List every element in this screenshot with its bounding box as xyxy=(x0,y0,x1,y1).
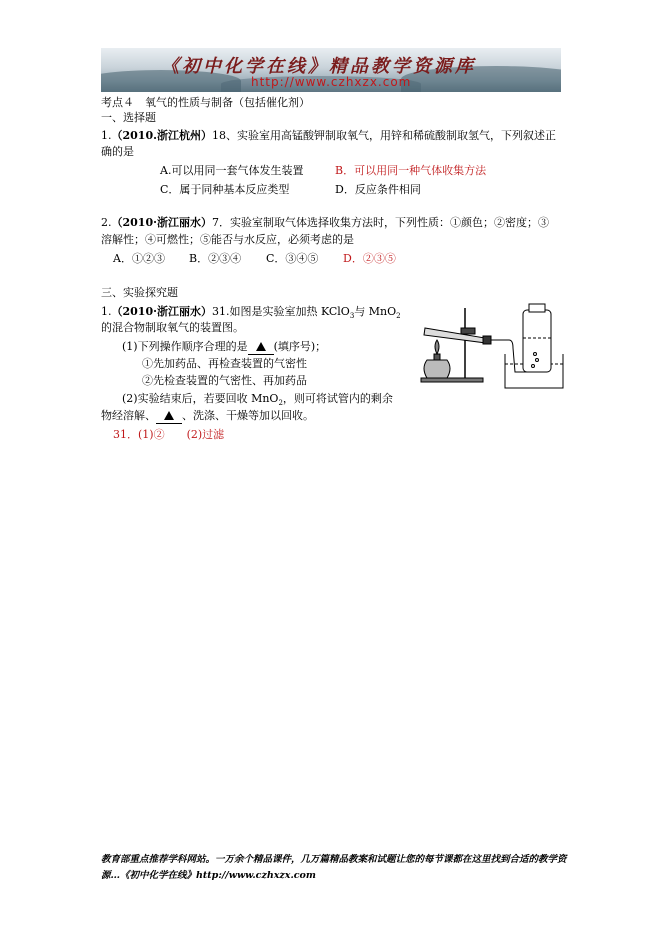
q3-part-2-text: (2)实验结束后，若要回收 MnO xyxy=(122,392,279,405)
question-number: 1. xyxy=(101,305,112,318)
question-2-line-2: 溶解性；④可燃性；⑤能否与水反应，必须考虑的是 xyxy=(101,233,354,246)
q2-option-c: C．③④⑤ xyxy=(266,252,319,265)
q3-part-2-text-end: ，则可将试管内的剩余 xyxy=(282,392,393,405)
clamp xyxy=(461,328,475,334)
triangle-icon xyxy=(256,342,266,351)
question-text: 18、实验室用高锰酸钾制取氧气，用锌和稀硫酸制取氢气，下列叙述正 xyxy=(211,129,556,142)
bottle-neck xyxy=(529,304,545,312)
q2-option-a: A．①②③ xyxy=(113,252,165,265)
q1-option-d: D．反应条件相同 xyxy=(335,183,421,196)
alcohol-lamp xyxy=(424,360,450,378)
collection-bottle xyxy=(523,310,551,372)
q1-option-a: A.可以用同一套气体发生装置 xyxy=(160,164,304,177)
subscript: 3 xyxy=(349,312,355,321)
q3-part-1-text: (1)下列操作顺序合理的是 xyxy=(122,340,248,353)
triangle-icon xyxy=(164,411,174,420)
stopper xyxy=(483,336,491,344)
question-2-line-1 xyxy=(101,216,549,230)
stand-base xyxy=(421,378,483,382)
q1-option-c: C．属于同种基本反应类型 xyxy=(160,183,290,196)
banner-title: 《初中化学在线》精品教学资源库 xyxy=(161,56,476,77)
q3-part-2-line-2-text: 物经溶解、 xyxy=(101,409,156,422)
topic-header: 考点４ 氧气的性质与制备（包括催化剂） xyxy=(101,96,310,109)
question-source: （2010·浙江丽水） xyxy=(111,305,212,318)
question-source: （2010.浙江杭州） xyxy=(111,129,212,142)
section-heading-choice: 一、选择题 xyxy=(101,111,156,124)
subscript: 2 xyxy=(396,312,401,321)
test-tube xyxy=(424,328,486,343)
banner-url: http://www.czhxzx.com xyxy=(251,75,412,89)
header-banner xyxy=(101,48,561,92)
page-footer: 教育部重点推荐学科网站。一万余个精品课件，几万篇精品教案和试题让您的每节课都在这里找到合适的教学资源…《初中化学在线》http://www.czhxzx.com xyxy=(101,854,567,881)
subscript: 2 xyxy=(278,399,283,408)
q3-part-1 xyxy=(122,340,326,355)
section-heading-experiment: 三、实验探究题 xyxy=(101,286,178,299)
apparatus-diagram xyxy=(405,298,565,394)
question-source: （2010·浙江丽水） xyxy=(111,216,212,229)
question-number: 1. xyxy=(101,129,112,142)
q3-part-1-text-end: (填序号)； xyxy=(273,340,327,353)
q3-part-2-line-1 xyxy=(122,392,393,410)
question-text: 7．实验室制取气体选择收集方法时，下列性质：①颜色；②密度；③ xyxy=(211,216,549,229)
answer-blank xyxy=(156,409,182,424)
question-1-line-2: 确的是 xyxy=(101,145,134,158)
q3-part-2-line-2-text-end: 、洗涤、干燥等加以回收。 xyxy=(182,409,314,422)
question-number: 2. xyxy=(101,216,112,229)
question-1-line-1 xyxy=(101,129,556,143)
q3-part-1-option-2: ②先检查装置的气密性、再加药品 xyxy=(142,374,307,387)
question-text: 31.如图是实验室加热 KClO xyxy=(211,305,350,318)
q3-part-1-option-1: ①先加药品、再检查装置的气密性 xyxy=(142,357,307,370)
answer-blank xyxy=(248,340,274,355)
q3-part-2-line-2 xyxy=(101,409,314,424)
q2-option-b: B．②③④ xyxy=(189,252,242,265)
flame xyxy=(435,340,439,354)
question-3-line-2: 的混合物制取氧气的装置图。 xyxy=(101,321,244,334)
question-text: 与 MnO xyxy=(354,305,397,318)
q2-option-d: D．②③⑤ xyxy=(343,252,396,265)
q1-option-b: B．可以用同一种气体收集方法 xyxy=(335,164,487,177)
q3-answer: 31．(1)② (2)过滤 xyxy=(113,428,225,441)
